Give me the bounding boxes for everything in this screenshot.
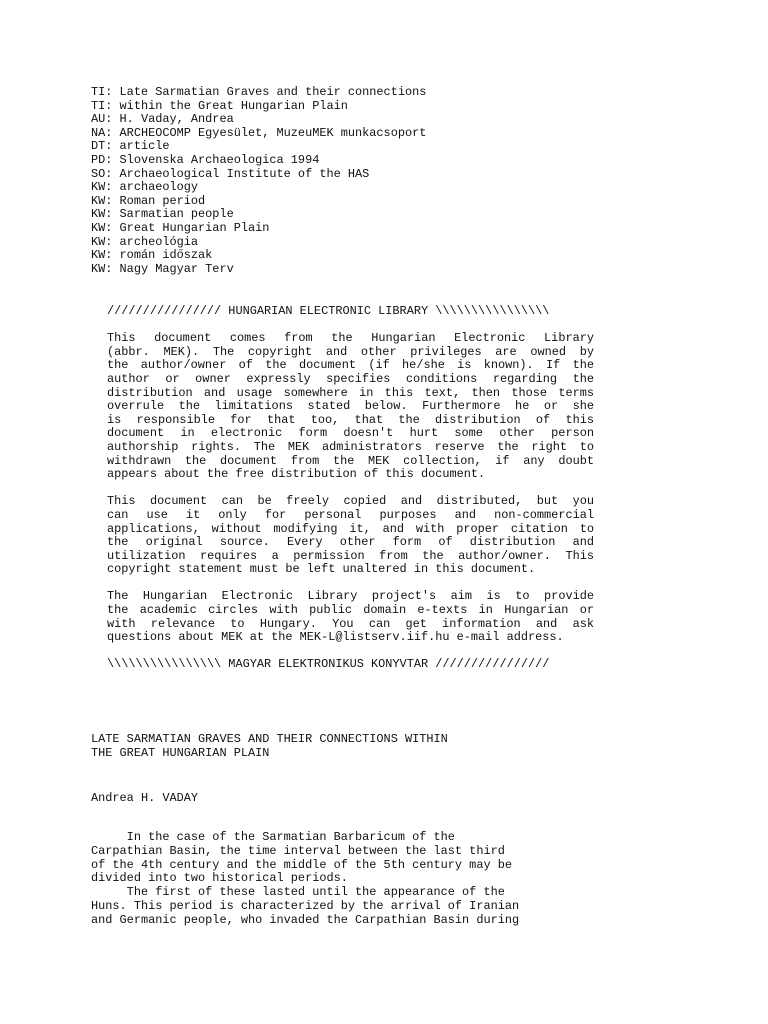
notice-line: overrule the limitations stated below. Furthermore he or she [107,399,594,414]
notice-line: This document can be freely copied and distributed, but you [107,494,594,509]
notice-line: the original source. Every other form of distribution and [107,535,594,550]
notice-line: distribution and usage somewhere in this text, then those terms [107,385,594,400]
metadata-line: TI: Late Sarmatian Graves and their connections [91,85,427,99]
notice-line: author or owner expressly specifies conditions regarding the [107,371,594,386]
notice-line: document in electronic form doesn't hurt some other person [107,426,594,441]
notice-line: This document comes from the Hungarian Electronic Library [107,331,594,346]
metadata-line: KW: Great Hungarian Plain [91,220,270,235]
notice-line: appears about the free distribution of this document. [107,467,486,482]
metadata-line: PD: Slovenska Archaeologica 1994 [91,152,320,167]
body-line: The first of these lasted until the appearance of the [91,885,505,900]
metadata-line: KW: Sarmatian people [91,207,234,222]
notice-line: (abbr. MEK). The copyright and other privileges are owned by [107,344,594,359]
metadata-line: KW: Roman period [91,193,206,208]
article-author [91,791,198,805]
notice-line: utilization requires a permission from the author/owner. This [107,548,594,563]
notice-header: //////////////// HUNGARIAN ELECTRONIC LIBRARY \\\\\\\\\\\\\\\\ [107,304,550,318]
author-name: Andrea H. VADAY [91,791,199,805]
notice-line: applications, without modifying it, and with proper citation to [107,521,594,536]
notice-paragraph-3 [107,590,594,644]
notice-line: withdrawn the document from the MEK collection, if any doubt [107,453,594,468]
notice-paragraph-1 [107,332,594,482]
notice-line: the academic circles with public domain e-texts in Hungarian or [107,603,594,618]
title-line-1: LATE SARMATIAN GRAVES AND THEIR CONNECTIONS WITHIN [91,732,448,746]
notice-line: is responsible for that too, that the distribution of this [107,412,594,427]
article-body [91,831,519,928]
metadata-line: AU: H. Vaday, Andrea [91,112,234,127]
copyright-notice [107,305,594,672]
notice-footer: \\\\\\\\\\\\\\\\ MAGYAR ELEKTRONIKUS KONYVTAR //////////////// [107,657,550,672]
body-line: Carpathian Basin, the time interval between the last third [91,843,505,858]
metadata-line: DT: article [91,139,170,154]
metadata-line: KW: archaeology [91,180,199,195]
metadata-line: KW: Nagy Magyar Terv [91,261,234,276]
notice-line: can use it only for personal purposes and non-commercial [107,507,594,522]
body-line: and Germanic people, who invaded the Carpathian Basin during [91,912,520,927]
metadata-line: SO: Archaeological Institute of the HAS [91,166,370,181]
notice-line: with relevance to Hungary. You can get information and ask [107,616,594,631]
notice-line: the author/owner of the document (if he/she is known). If the [107,358,594,373]
notice-paragraph-2 [107,495,594,577]
notice-line: copyright statement must be left unaltered in this document. [107,562,536,577]
metadata-line: TI: within the Great Hungarian Plain [91,98,348,113]
body-line: of the 4th century and the middle of the 5th century may be [91,857,512,872]
metadata-line: NA: ARCHEOCOMP Egyesület, MuzeuMEK munkacsoport [91,125,427,140]
body-line: divided into two historical periods. [91,871,348,886]
notice-line: questions about MEK at the MEK-L@listserv.iif.hu e-mail address. [107,630,564,645]
metadata-line: KW: archeológia [91,234,199,249]
notice-line: The Hungarian Electronic Library project's aim is to provide [107,589,594,604]
title-line-2: THE GREAT HUNGARIAN PLAIN [91,745,270,760]
body-line: Huns. This period is characterized by the arrival of Iranian [91,898,520,913]
metadata-line: KW: román időszak [91,248,213,263]
notice-line: authorship rights. The MEK administrators reserve the right to [107,439,594,454]
article-title [91,733,448,761]
body-line: In the case of the Sarmatian Barbaricum of the [91,830,455,844]
metadata-block [91,86,426,276]
